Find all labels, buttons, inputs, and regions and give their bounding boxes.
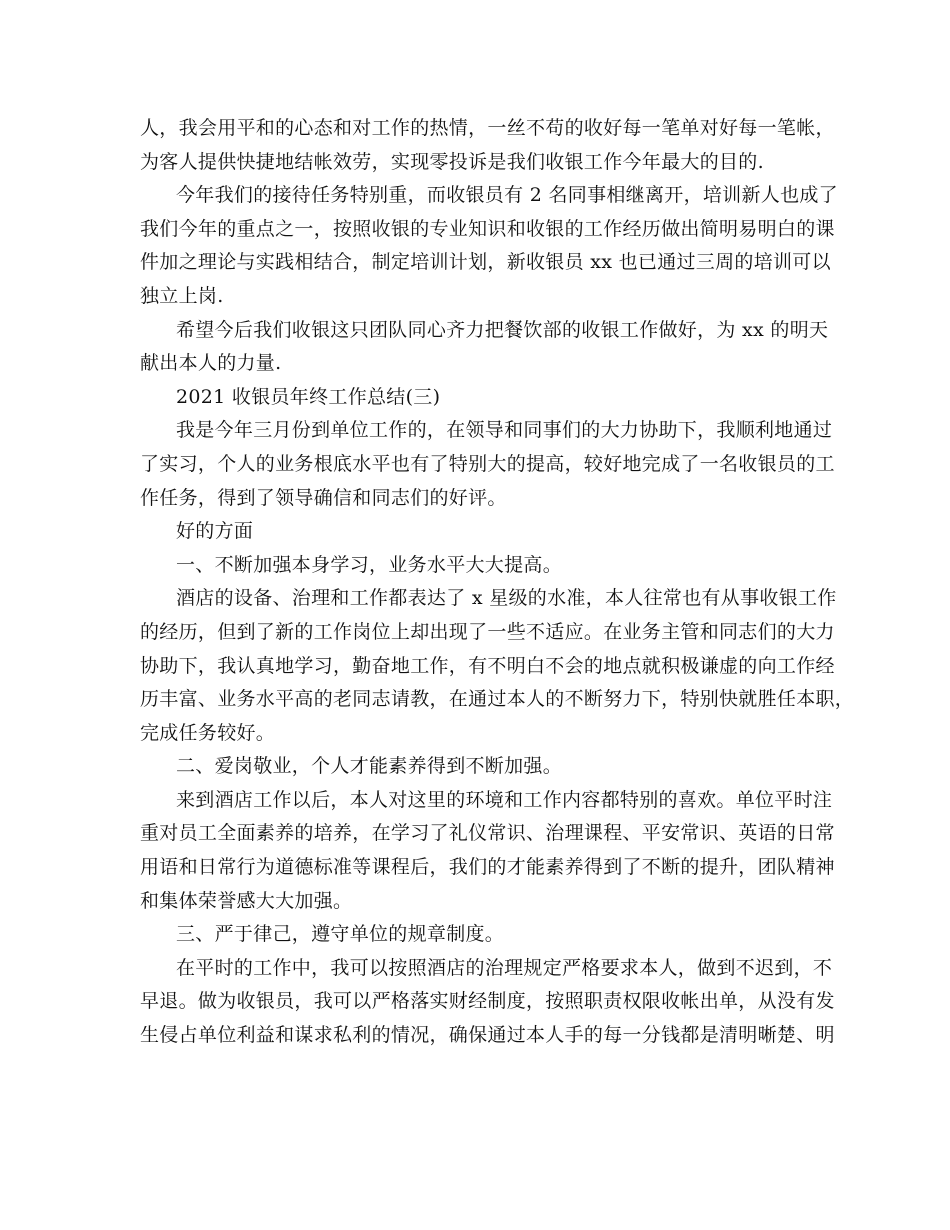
text-line: 三、严于律己，遵守单位的规章制度。 xyxy=(176,923,505,946)
text-line: 作任务，得到了领导确信和同志们的好评。 xyxy=(140,486,507,509)
text-line: 来到酒店工作以后，本人对这里的环境和工作内容都特别的喜欢。单位平时注 xyxy=(176,788,833,811)
text-line: 一、不断加强本身学习，业务水平大大提高。 xyxy=(176,553,563,576)
text-line: 人，我会用平和的心态和对工作的热情，一丝不苟的收好每一笔单对好每一笔帐， xyxy=(140,117,835,139)
text-line: 今年我们的接待任务特别重，而收银员有 2 名同事相继离开，培训新人也成了 xyxy=(176,184,838,207)
text-line: 在平时的工作中，我可以按照酒店的治理规定严格要求本人，做到不迟到，不 xyxy=(176,956,833,979)
text-line: 好的方面 xyxy=(176,520,254,543)
text-line: 2021 收银员年终工作总结(三) xyxy=(176,385,441,408)
text-line: 献出本人的力量. xyxy=(140,352,282,375)
text-line: 件加之理论与实践相结合，制定培训计划，新收银员 xx 也已通过三周的培训可以 xyxy=(140,251,831,274)
text-line: 希望今后我们收银这只团队同心齐力把餐饮部的收银工作做好，为 xx 的明天 xyxy=(176,318,829,341)
text-line: 早退。做为收银员，我可以严格落实财经制度，按照职责权限收帐出单，从没有发 xyxy=(140,990,835,1013)
text-line: 的经历，但到了新的工作岗位上却出现了一些不适应。在业务主管和同志们的大力 xyxy=(140,620,835,643)
text-line: 二、爱岗敬业，个人才能素养得到不断加强。 xyxy=(176,755,563,778)
text-line: 协助下，我认真地学习，勤奋地工作，有不明白不会的地点就积极谦虚的向工作经 xyxy=(140,654,835,677)
text-line: 了实习，个人的业务根底水平也有了特别大的提高，较好地完成了一名收银员的工 xyxy=(140,452,835,475)
text-line: 我是今年三月份到单位工作的，在领导和同事们的大力协助下，我顺利地通过 xyxy=(176,419,833,442)
text-line: 为客人提供快捷地结帐效劳，实现零投诉是我们收银工作今年最大的目的. xyxy=(140,150,764,173)
text-line: 独立上岗. xyxy=(140,284,224,307)
document-body xyxy=(140,112,855,1053)
text-line: 用语和日常行为道德标准等课程后，我们的才能素养得到了不断的提升，团队精神 xyxy=(140,856,835,879)
text-line: 酒店的设备、治理和工作都表达了 x 星级的水准，本人往常也有从事收银工作 xyxy=(176,587,837,610)
text-line: 历丰富、业务水平高的老同志请教，在通过本人的不断努力下，特别快就胜任本职， xyxy=(140,688,855,711)
text-line: 重对员工全面素养的培养，在学习了礼仪常识、治理课程、平安常识、英语的日常 xyxy=(140,822,835,845)
text-line: 和集体荣誉感大大加强。 xyxy=(140,889,353,912)
text-line: 生侵占单位利益和谋求私利的情况，确保通过本人手的每一分钱都是清明晰楚、明 xyxy=(140,1024,835,1047)
text-line: 我们今年的重点之一，按照收银的专业知识和收银的工作经历做出简明易明白的课 xyxy=(140,217,835,240)
text-line: 完成任务较好。 xyxy=(140,721,276,744)
